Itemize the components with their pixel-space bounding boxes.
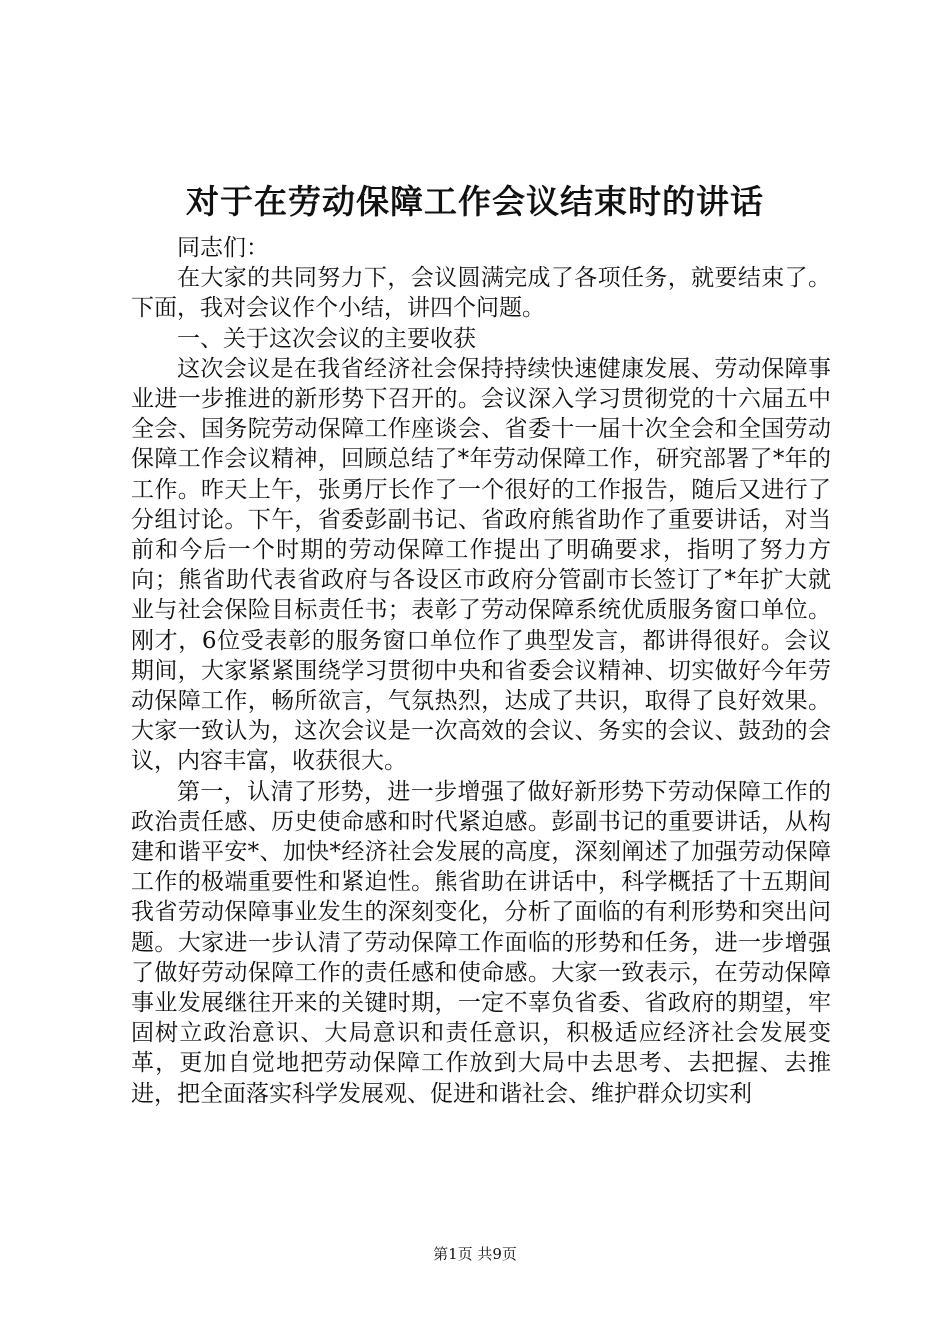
section-heading: 一、关于这次会议的主要收获 [177, 325, 476, 352]
body-paragraph: 在大家的共同努力下，会议圆满完成了各项任务，就要结束了。下面，我对会议作个小结，讲四个问题。 [131, 265, 831, 322]
body-paragraph: 第一，认清了形势，进一步增强了做好新形势下劳动保障工作的政治责任感、历史使命感和时代紧迫感。彭副书记的重要讲话，从构建和谐平安*、加快*经济社会发展的高度，深刻阐述了加强劳动保障工作的极端重要性和紧迫性。熊省助在讲话中，科学概括了十五期间我省劳动保障事业发生的深刻变化，分析了面临的有利形势和突出问题。大家进一步认清了劳动保障工作面临的形势和任务，进一步增强了做好劳动保障工作的责任感和使命感。大家一致表示，在劳动保障事业发展继往开来的关键时期，一定不辜负省委、省政府的期望，牢固树立政治意识、大局意识和责任意识，积极适应经济社会发展变革，更加自觉地把劳动保障工作放到大局中去思考、去把握、去推进，把全面落实科学发展观、促进和谐社会、维护群众切实利 [131, 778, 831, 1107]
salutation: 同志们： [177, 235, 269, 261]
page-footer: 第1页 共9页 [433, 1245, 517, 1263]
body-paragraph: 这次会议是在我省经济社会保持持续快速健康发展、劳动保障事业进一步推进的新形势下召开的。会议深入学习贯彻党的十六届五中全会、国务院劳动保障工作座谈会、省委十一届十次全会和全国劳动保障工作会议精神，回顾总结了*年劳动保障工作，研究部署了*年的工作。昨天上午，张勇厅长作了一个很好的工作报告，随后又进行了分组讨论。下午，省委彭副书记、省政府熊省助作了重要讲话，对当前和今后一个时期的劳动保障工作提出了明确要求，指明了努力方向；熊省助代表省政府与各设区市政府分管副市长签订了*年扩大就业与社会保险目标责任书；表彰了劳动保障系统优质服务窗口单位。刚才，6位受表彰的服务窗口单位作了典型发言，都讲得很好。会议期间，大家紧紧围绕学习贯彻中央和省委会议精神、切实做好今年劳动保障工作，畅所欲言，气氛热烈，达成了共识，取得了良好效果。大家一致认为，这次会议是一次高效的会议、务实的会议、鼓劲的会议，内容丰富，收获很大。 [131, 355, 831, 775]
document-title: 对于在劳动保障工作会议结束时的讲话 [186, 182, 764, 221]
document-body [131, 233, 831, 1109]
